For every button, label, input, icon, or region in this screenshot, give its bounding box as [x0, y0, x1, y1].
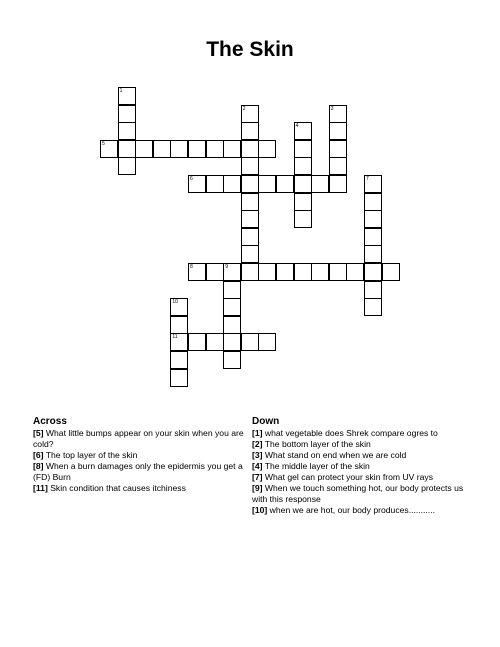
clue-text: Skin condition that causes itchiness: [47, 483, 186, 493]
grid-cell[interactable]: [153, 140, 171, 158]
grid-cell[interactable]: [241, 245, 259, 263]
down-clue: [252, 505, 472, 516]
clue-text: What little bumps appear on your skin when you are cold?: [33, 428, 244, 449]
grid-cell[interactable]: [188, 140, 206, 158]
grid-cell[interactable]: [170, 351, 188, 369]
grid-cell[interactable]: [382, 263, 400, 281]
grid-cell[interactable]: [364, 298, 382, 316]
grid-cell[interactable]: [188, 333, 206, 351]
grid-cell[interactable]: [223, 263, 241, 281]
grid-cell[interactable]: [294, 157, 312, 175]
grid-cell[interactable]: [294, 210, 312, 228]
clue-number: [6]: [33, 450, 44, 460]
grid-cell[interactable]: [118, 87, 136, 105]
grid-cell[interactable]: [329, 122, 347, 140]
clue-number: [5]: [33, 428, 44, 438]
clue-text: The bottom layer of the skin: [262, 439, 371, 449]
clue-number: [8]: [33, 461, 44, 471]
grid-cell[interactable]: [206, 333, 224, 351]
grid-cell[interactable]: [294, 140, 312, 158]
grid-cell[interactable]: [223, 316, 241, 334]
grid-cell[interactable]: [329, 140, 347, 158]
grid-cell[interactable]: [258, 333, 276, 351]
grid-cell[interactable]: [206, 263, 224, 281]
cell-number: 8: [190, 264, 193, 270]
grid-cell[interactable]: [188, 263, 206, 281]
clue-number: [2]: [252, 439, 263, 449]
grid-cell[interactable]: [241, 122, 259, 140]
grid-cell[interactable]: [118, 157, 136, 175]
grid-cell[interactable]: [223, 175, 241, 193]
grid-cell[interactable]: [258, 175, 276, 193]
clue-text: When a burn damages only the epidermis you get a (FD) Burn: [33, 461, 243, 482]
grid-cell[interactable]: [170, 140, 188, 158]
grid-cell[interactable]: [276, 263, 294, 281]
puzzle-title: The Skin: [206, 38, 294, 61]
down-heading: Down: [252, 416, 280, 427]
grid-cell[interactable]: [329, 263, 347, 281]
grid-cell[interactable]: [118, 105, 136, 123]
across-clue: [33, 428, 245, 450]
clue-number: [3]: [252, 450, 263, 460]
down-clue: [252, 472, 472, 483]
clue-text: The top layer of the skin: [43, 450, 138, 460]
grid-cell[interactable]: [346, 263, 364, 281]
grid-cell[interactable]: [258, 263, 276, 281]
grid-cell[interactable]: [241, 175, 259, 193]
grid-cell[interactable]: [364, 281, 382, 299]
cell-number: 9: [225, 264, 228, 270]
grid-cell[interactable]: [241, 193, 259, 211]
grid-cell[interactable]: [241, 105, 259, 123]
across-clue: [33, 450, 245, 461]
grid-cell[interactable]: [223, 281, 241, 299]
grid-cell[interactable]: [223, 140, 241, 158]
grid-cell[interactable]: [100, 140, 118, 158]
clue-number: [1]: [252, 428, 263, 438]
grid-cell[interactable]: [258, 140, 276, 158]
grid-cell[interactable]: [294, 263, 312, 281]
cell-number: 1: [119, 88, 123, 94]
down-clue: [252, 461, 472, 472]
grid-cell[interactable]: [170, 333, 188, 351]
grid-cell[interactable]: [294, 193, 312, 211]
grid-cell[interactable]: [206, 140, 224, 158]
clue-text: what vegetable does Shrek compare ogres to: [262, 428, 438, 438]
cell-number: 11: [172, 334, 178, 341]
cell-number: 6: [190, 176, 193, 182]
grid-cell[interactable]: [364, 263, 382, 281]
grid-cell[interactable]: [364, 210, 382, 228]
grid-cell[interactable]: [364, 193, 382, 211]
clue-text: when we are hot, our body produces...........: [267, 505, 435, 515]
grid-cell[interactable]: [311, 263, 329, 281]
down-clue: [252, 450, 472, 461]
across-clue-list: [33, 428, 245, 494]
down-clue: [252, 428, 472, 439]
grid-cell[interactable]: [241, 140, 259, 158]
grid-cell[interactable]: [135, 140, 153, 158]
grid-cell[interactable]: [311, 175, 329, 193]
grid-cell[interactable]: [329, 157, 347, 175]
cell-number: 4: [295, 123, 299, 130]
clue-text: The middle layer of the skin: [262, 461, 370, 471]
cell-number: 7: [366, 176, 369, 182]
grid-cell[interactable]: [170, 298, 188, 316]
cell-number: 5: [102, 140, 105, 147]
grid-cell[interactable]: [241, 157, 259, 175]
grid-cell[interactable]: [241, 263, 259, 281]
across-clue: [33, 483, 245, 494]
grid-cell[interactable]: [223, 298, 241, 316]
grid-cell[interactable]: [241, 333, 259, 351]
grid-cell[interactable]: [294, 122, 312, 140]
down-clue: [252, 483, 472, 505]
clue-number: [7]: [252, 472, 263, 482]
cell-number: 10: [172, 299, 178, 306]
clue-number: [4]: [252, 461, 263, 471]
grid-cell[interactable]: [188, 175, 206, 193]
across-clues: [33, 416, 245, 494]
grid-cell[interactable]: [241, 228, 259, 246]
grid-cell[interactable]: [294, 175, 312, 193]
grid-cell[interactable]: [223, 351, 241, 369]
across-clue: [33, 461, 245, 483]
grid-cell[interactable]: [329, 105, 347, 123]
clue-number: [10]: [252, 505, 268, 515]
grid-cell[interactable]: [364, 228, 382, 246]
grid-cell[interactable]: [223, 333, 241, 351]
clue-number: [9]: [252, 483, 263, 493]
across-heading: Across: [33, 416, 67, 427]
clue-text: What gel can protect your skin from UV rays: [262, 472, 434, 482]
down-clue: [252, 439, 472, 450]
grid-cell[interactable]: [241, 210, 259, 228]
grid-cell[interactable]: [206, 175, 224, 193]
down-clues: [252, 416, 472, 516]
grid-cell[interactable]: [170, 316, 188, 334]
grid-cell[interactable]: [118, 122, 136, 140]
clue-text: What stand on end when we are cold: [262, 450, 407, 460]
cell-number: 3: [330, 105, 334, 112]
clue-text: When we touch something hot, our body protects us with this response: [252, 483, 464, 504]
grid-cell[interactable]: [329, 175, 347, 193]
down-clue-list: [252, 428, 472, 516]
grid-cell[interactable]: [118, 140, 136, 158]
cell-number: 2: [242, 105, 246, 112]
clue-number: [11]: [33, 483, 48, 493]
grid-cell[interactable]: [276, 175, 294, 193]
grid-cell[interactable]: [170, 369, 188, 387]
grid-cell[interactable]: [364, 175, 382, 193]
grid-cell[interactable]: [364, 245, 382, 263]
